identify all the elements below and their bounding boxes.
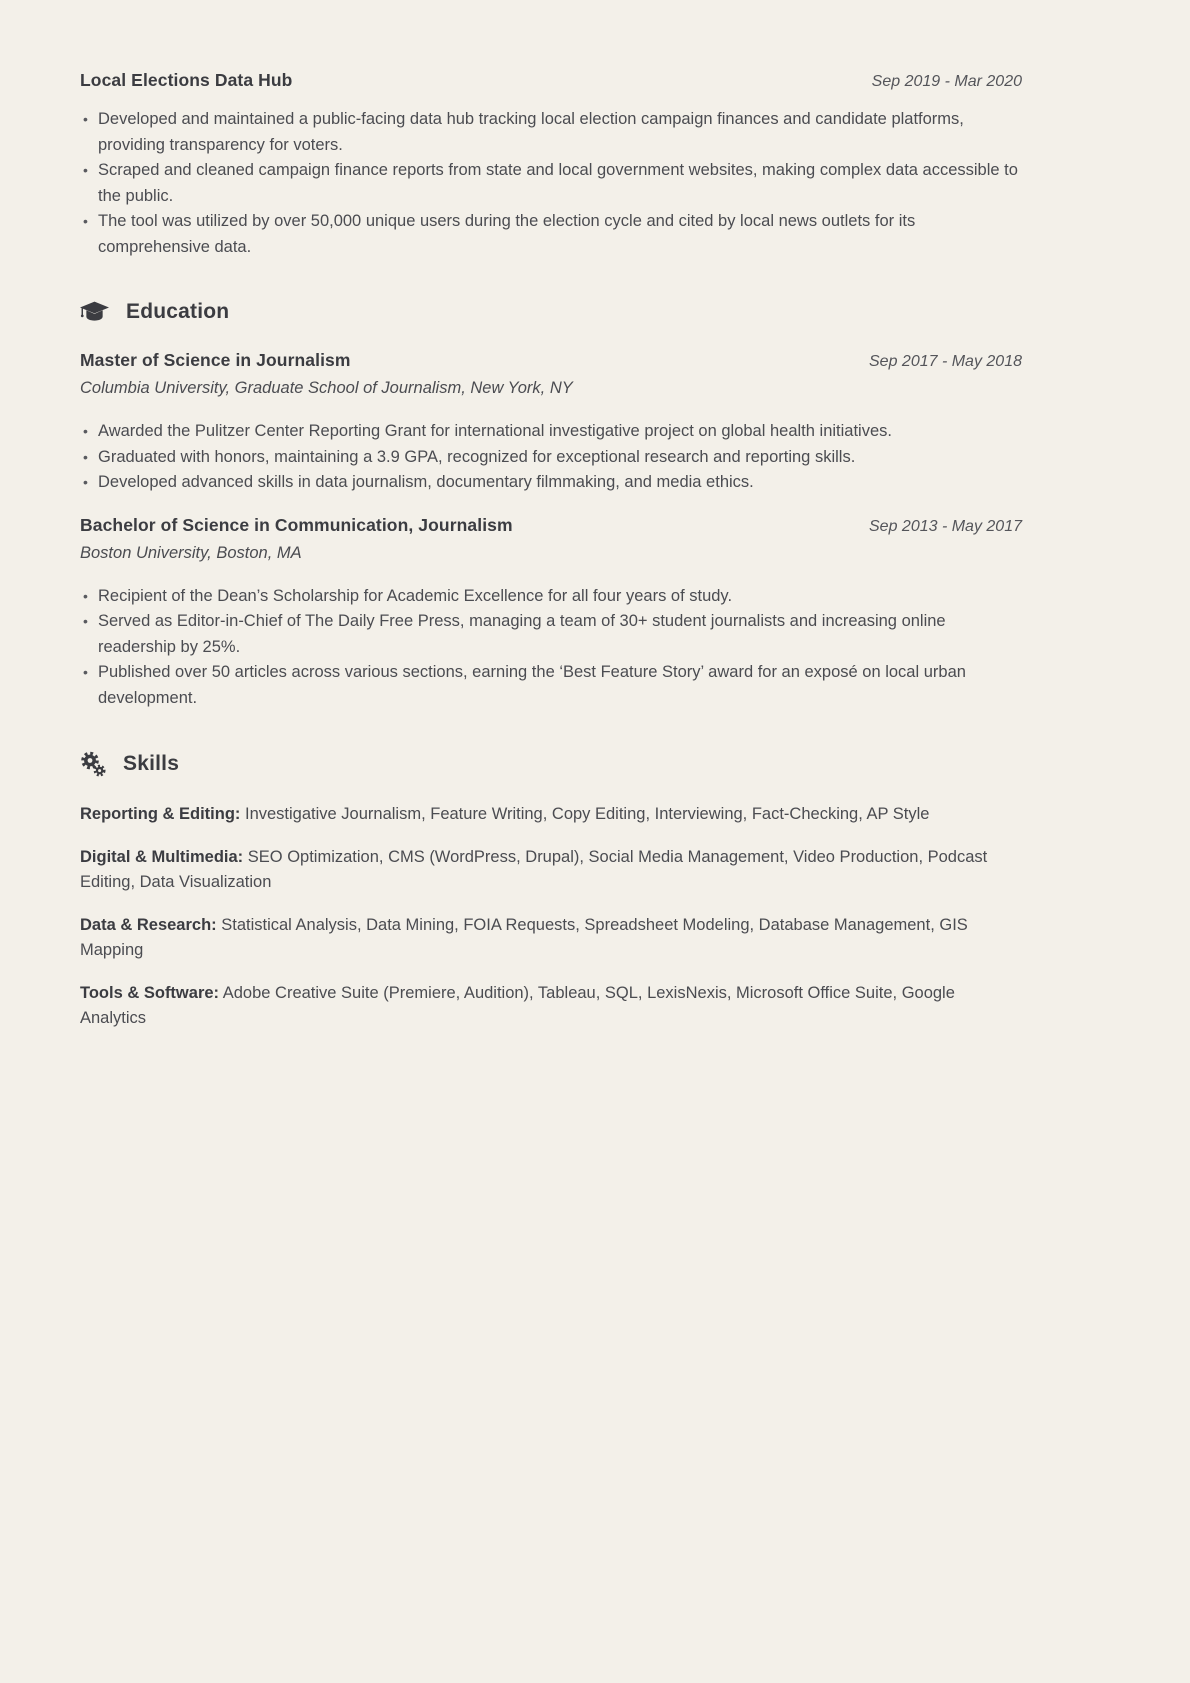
project-title: Local Elections Data Hub bbox=[80, 70, 293, 90]
skill-category-label: Tools & Software: bbox=[80, 983, 220, 1002]
education-heading-row bbox=[80, 300, 1022, 324]
graduation-cap-icon bbox=[80, 301, 109, 323]
skill-category-items: Adobe Creative Suite (Premiere, Audition), Tableau, SQL, LexisNexis, Microsoft Office Suite, Google Analytics bbox=[80, 983, 955, 1027]
list-item: • Developed and maintained a public-facing data hub tracking local election campaign finances and candidate platforms, providing transparency for voters. bbox=[80, 107, 1022, 158]
degree-bullet-list bbox=[80, 584, 1022, 712]
skill-category-label: Data & Research: bbox=[80, 915, 217, 934]
list-item: • Awarded the Pulitzer Center Reporting Grant for international investigative project on global health initiatives. bbox=[80, 419, 1022, 445]
skill-category bbox=[80, 845, 1022, 896]
skills-heading-row bbox=[80, 751, 1022, 777]
skill-category-label: Digital & Multimedia: bbox=[80, 847, 244, 866]
gears-icon bbox=[80, 751, 106, 777]
education-heading: Education bbox=[126, 300, 230, 323]
skill-category bbox=[80, 913, 1022, 964]
project-header-row bbox=[80, 70, 1022, 91]
list-item: • Published over 50 articles across various sections, earning the ‘Best Feature Story’ award for an exposé on local urban development. bbox=[80, 660, 1022, 711]
degree-title: Bachelor of Science in Communication, Journalism bbox=[80, 514, 513, 535]
degree-header-row bbox=[80, 350, 1022, 371]
skill-category-items: Statistical Analysis, Data Mining, FOIA Requests, Spreadsheet Modeling, Database Management, GIS Mapping bbox=[80, 915, 968, 959]
list-item: • Graduated with honors, maintaining a 3.9 GPA, recognized for exceptional research and reporting skills. bbox=[80, 445, 1022, 471]
list-item: • Developed advanced skills in data journalism, documentary filmmaking, and media ethics. bbox=[80, 470, 1022, 496]
education-section bbox=[80, 300, 1022, 711]
institution: Columbia University, Graduate School of Journalism, New York, NY bbox=[80, 379, 573, 397]
list-item: • Served as Editor-in-Chief of The Daily Free Press, managing a team of 30+ student journalists and increasing online readership by 25%. bbox=[80, 609, 1022, 660]
degree-header-row bbox=[80, 515, 1022, 536]
education-entry-master bbox=[80, 350, 1022, 496]
degree-title: Master of Science in Journalism bbox=[80, 350, 351, 370]
skill-category bbox=[80, 981, 1022, 1032]
degree-date: Sep 2017 - May 2018 bbox=[869, 353, 1022, 370]
skill-category-items: SEO Optimization, CMS (WordPress, Drupal), Social Media Management, Video Production, Podcast Editing, Data Visualization bbox=[80, 847, 988, 891]
skill-category-items: Investigative Journalism, Feature Writing, Copy Editing, Interviewing, Fact-Checking, AP Style bbox=[245, 805, 930, 823]
skills-section bbox=[80, 751, 1022, 1032]
skill-category-label: Reporting & Editing: bbox=[80, 805, 241, 823]
skills-heading: Skills bbox=[123, 752, 180, 775]
education-entry-bachelor bbox=[80, 515, 1022, 712]
skill-category bbox=[80, 802, 1022, 828]
list-item: • The tool was utilized by over 50,000 unique users during the election cycle and cited by local news outlets for its comprehensive data. bbox=[80, 209, 1022, 260]
list-item: • Scraped and cleaned campaign finance reports from state and local government websites, making complex data accessible to the public. bbox=[80, 158, 1022, 209]
institution: Boston University, Boston, MA bbox=[80, 543, 302, 562]
project-section bbox=[80, 70, 1022, 260]
project-date: Sep 2019 - Mar 2020 bbox=[871, 73, 1022, 90]
list-item: • Recipient of the Dean’s Scholarship for Academic Excellence for all four years of study. bbox=[80, 584, 1022, 610]
project-bullet-list bbox=[80, 107, 1022, 260]
degree-date: Sep 2013 - May 2017 bbox=[869, 517, 1022, 535]
degree-bullet-list bbox=[80, 419, 1022, 496]
